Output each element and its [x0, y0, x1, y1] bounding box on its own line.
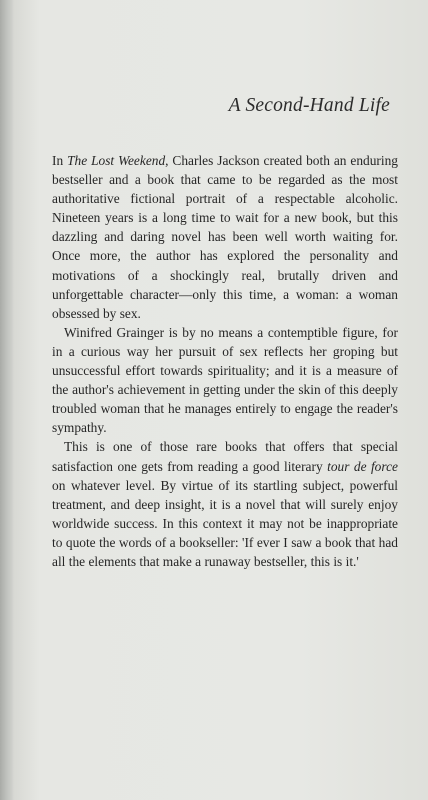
blurb-paragraph [52, 437, 398, 571]
blurb-text [52, 151, 398, 571]
paragraph-text: on whatever level. By virtue of its startling subject, powerful treatment, and deep insight, it is a novel that will surely enjoy worldwide success. In this context it may not be inappropriate to quote the words of a bookseller: 'If ever I saw a book that had all the elements that make a runaway bestseller, this is it.' [52, 477, 398, 569]
blurb-paragraph [52, 323, 398, 438]
italic-title-text: The Lost Weekend [67, 153, 166, 168]
page-title: A Second-Hand Life [228, 95, 390, 116]
paragraph-text: In [52, 153, 68, 168]
italic-title-text: tour de force [327, 458, 398, 474]
blurb-paragraph [52, 151, 398, 323]
page-gutter-shadow [0, 0, 14, 800]
paragraph-text: This is one of those rare books that offers that special satisfaction one gets from reading a good literary [52, 439, 398, 474]
paragraph-text: Winifred Grainger is by no means a contemptible figure, for in a curious way her pursuit of sex reflects her groping but unsuccessful effort towards spirituality; and it is a measure of the author's achievement in getting under the skin of this deeply troubled woman that he manages entirely to engage the reader's sympathy. [52, 324, 398, 436]
paragraph-text: , Charles Jackson created both an enduring bestseller and a book that came to be regarded as the most authoritative fictional portrait of a respectable alcoholic. Nineteen years is a long time to wait for a new book, but this dazzling and daring novel has been well worth waiting for. Once more, the author has explored the personality and motivations of a shockingly real, brutally driven and unforgettable character—only this time, a woman: a woman obsessed by sex. [52, 153, 398, 321]
